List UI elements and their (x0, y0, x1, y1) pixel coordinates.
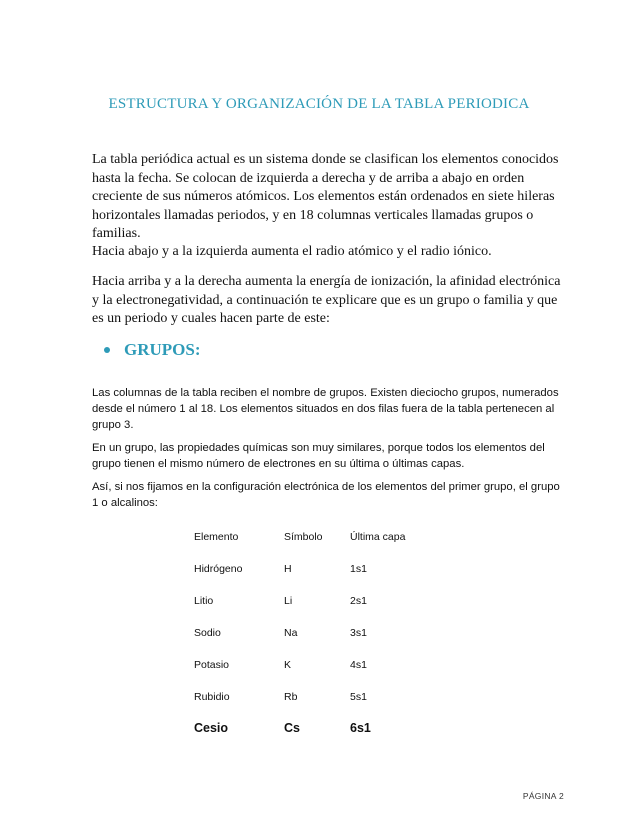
groups-properties-paragraph: En un grupo, las propiedades químicas son muy similares, porque todos los elementos del grupo tienen el mismo número de electrones en su última o últimas capas. (92, 442, 545, 470)
table-cell: Sodio (194, 627, 221, 639)
table-cell: Cs (284, 721, 300, 735)
groups-heading (104, 340, 201, 360)
table-row (194, 595, 454, 611)
table-cell: 1s1 (350, 563, 367, 575)
table-row (194, 691, 454, 707)
table-cell: 5s1 (350, 691, 367, 703)
table-cell: Na (284, 627, 298, 639)
table-header-cell: Última capa (350, 531, 406, 543)
table-cell: Litio (194, 595, 214, 607)
table-cell: 6s1 (350, 721, 371, 735)
table-row (194, 563, 454, 579)
table-cell: 3s1 (350, 627, 367, 639)
table-cell: Rb (284, 691, 298, 703)
table-cell: Li (284, 595, 293, 607)
table-row (194, 659, 454, 675)
groups-example-paragraph: Así, si nos fijamos en la configuración electrónica de los elementos del primer grupo, el grupo 1 o alcalinos: (92, 481, 560, 509)
table-row (194, 721, 454, 737)
radius-paragraph: Hacia abajo y a la izquierda aumenta el radio atómico y el radio iónico. (92, 244, 492, 259)
intro-paragraph: La tabla periódica actual es un sistema donde se clasifican los elementos conocidos hasta la fecha. Se colocan de izquierda a derecha y de arriba a abajo en orden creciente de sus números atómicos. Los elementos están ordenados en siete hileras horizontales llamadas periodos, y en 18 columnas verticales llamadas grupos o familias. (92, 152, 559, 241)
table-cell: Rubidio (194, 691, 230, 703)
bullet-icon (104, 347, 110, 353)
table-cell: 4s1 (350, 659, 367, 671)
groups-heading-text: GRUPOS: (124, 340, 201, 359)
page-number: PÁGINA 2 (522, 791, 564, 801)
table-row (194, 627, 454, 643)
table-cell: Cesio (194, 721, 229, 735)
table-cell: K (284, 659, 292, 671)
table-header-cell: Símbolo (284, 531, 323, 543)
table-cell: Hidrógeno (194, 563, 243, 575)
ionization-paragraph: Hacia arriba y a la derecha aumenta la energía de ionización, la afinidad electrónica y la electronegatividad, a continuación te explicare que es un grupo o familia y que es un periodo y cuales hacen parte de este: (92, 274, 561, 326)
table-cell: Potasio (194, 659, 230, 671)
groups-definition-paragraph: Las columnas de la tabla reciben el nombre de grupos. Existen dieciocho grupos, numerados desde el número 1 al 18. Los elementos situados en dos filas fuera de la tabla pertenecen al grupo 3. (92, 387, 559, 431)
table-header-cell: Elemento (194, 531, 239, 543)
table-cell: 2s1 (350, 595, 367, 607)
page-title: ESTRUCTURA Y ORGANIZACIÓN DE LA TABLA PERIODICA (108, 96, 530, 112)
table-cell: H (284, 563, 292, 575)
table-header-row (194, 531, 454, 547)
